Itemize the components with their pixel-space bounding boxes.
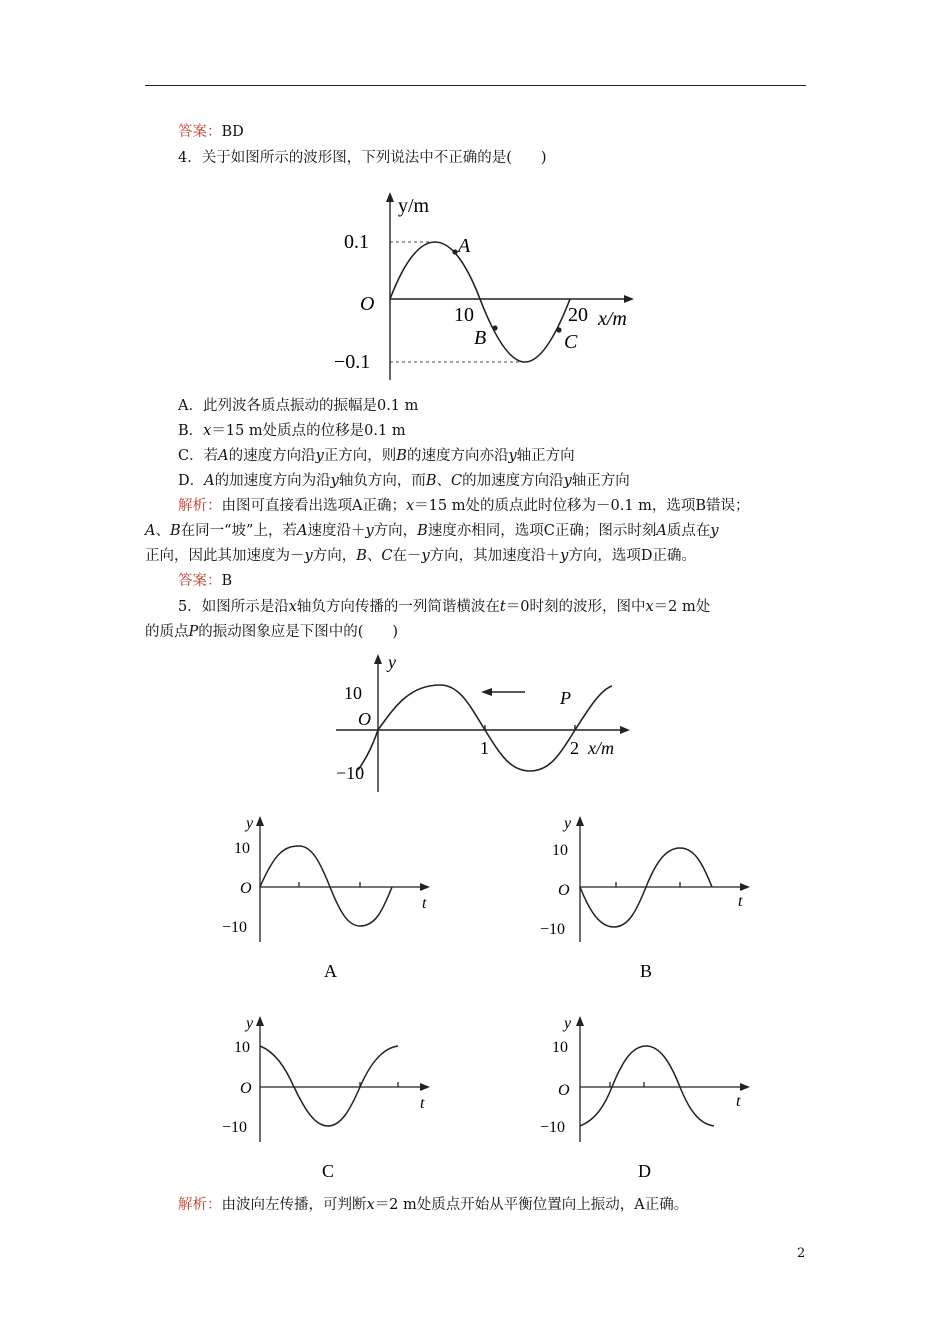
option-d-curve bbox=[580, 1046, 714, 1126]
q5-option-c-graph bbox=[220, 1012, 440, 1187]
option-c-y-label: y bbox=[246, 1015, 254, 1032]
q5-analysis: 解析：由波向左传播，可判断x＝2 m处质点开始从平衡位置向上振动，A正确。 bbox=[178, 1197, 689, 1213]
option-a-y-label: y bbox=[246, 815, 254, 832]
y-tick-bottom: −0.1 bbox=[334, 351, 371, 373]
option-d-letter: D bbox=[638, 1161, 651, 1181]
x-tick-1: 1 bbox=[480, 738, 489, 758]
q4-answer: 答案：B bbox=[178, 573, 233, 589]
option-c-bottom: −10 bbox=[222, 1119, 248, 1136]
option-d-y-label: y bbox=[564, 1015, 572, 1032]
option-c-t-label: t bbox=[420, 1095, 425, 1112]
option-d-bottom: −10 bbox=[540, 1119, 566, 1136]
point-b-label: B bbox=[474, 327, 487, 349]
point-c-marker bbox=[556, 327, 561, 332]
origin-label: O bbox=[360, 293, 375, 315]
option-a-top: 10 bbox=[234, 840, 250, 857]
point-a-marker bbox=[452, 249, 457, 254]
option-b-bottom: −10 bbox=[540, 921, 566, 938]
x-tick-10: 10 bbox=[454, 304, 474, 326]
q5-stem-line2: 的质点P的振动图象应是下图中的( ) bbox=[145, 624, 399, 640]
y-axis-label: y bbox=[388, 652, 396, 672]
y-axis-label: y/m bbox=[398, 195, 430, 217]
answer-prev: 答案：BD bbox=[178, 124, 244, 140]
q4-wave-figure bbox=[330, 188, 660, 388]
option-c-origin: O bbox=[240, 1080, 252, 1097]
q5-wave-figure bbox=[330, 648, 660, 796]
option-a-t-label: t bbox=[422, 895, 427, 912]
option-b-origin: O bbox=[558, 882, 570, 899]
q4-option-d: D．A的加速度方向为沿y轴负方向，而B、C的加速度方向沿y轴正方向 bbox=[178, 473, 630, 489]
option-a-letter: A bbox=[324, 961, 337, 981]
q5-option-d-graph bbox=[540, 1012, 760, 1187]
option-c-top: 10 bbox=[234, 1039, 250, 1056]
y-tick-top: 0.1 bbox=[344, 231, 369, 253]
option-b-letter: B bbox=[640, 961, 653, 981]
point-c-label: C bbox=[564, 331, 578, 353]
option-a-bottom: −10 bbox=[222, 919, 248, 936]
header-rule bbox=[145, 85, 806, 86]
x-tick-2: 2 bbox=[570, 738, 579, 758]
option-a-curve bbox=[260, 846, 392, 926]
option-d-top: 10 bbox=[552, 1039, 568, 1056]
q5-option-a-graph bbox=[220, 812, 440, 987]
q4-option-a: A．此列波各质点振动的振幅是0.1 m bbox=[178, 398, 419, 414]
option-a-origin: O bbox=[240, 880, 252, 897]
q4-option-b: B．x＝15 m处质点的位移是0.1 m bbox=[178, 423, 406, 439]
page-number: 2 bbox=[797, 1246, 806, 1261]
option-b-t-label: t bbox=[738, 893, 743, 910]
q4-analysis-line1: 解析：由图可直接看出选项A正确；x＝15 m处的质点此时位移为－0.1 m，选项B错误； bbox=[178, 498, 750, 514]
option-d-origin: O bbox=[558, 1082, 570, 1099]
q4-analysis-line3: 正向，因此其加速度为－y方向，B、C在－y方向，其加速度沿＋y方向，选项D正确。 bbox=[145, 548, 696, 564]
q5-stem-line1: 5．如图所示是沿x轴负方向传播的一列简谐横波在t＝0时刻的波形，图中x＝2 m处 bbox=[178, 599, 711, 615]
q5-option-b-graph bbox=[540, 812, 760, 987]
point-b-marker bbox=[492, 325, 497, 330]
x-axis-label: x/m bbox=[588, 738, 614, 758]
option-c-curve bbox=[260, 1046, 398, 1126]
option-b-top: 10 bbox=[552, 842, 568, 859]
q4-stem: 4．关于如图所示的波形图，下列说法中不正确的是( ) bbox=[178, 150, 547, 166]
option-d-t-label: t bbox=[736, 1093, 741, 1110]
y-tick-bottom: −10 bbox=[336, 763, 365, 783]
point-a-label: A bbox=[458, 235, 471, 257]
q4-option-c: C．若A的速度方向沿y正方向，则B的速度方向亦沿y轴正方向 bbox=[178, 448, 575, 464]
origin-label: O bbox=[358, 709, 371, 729]
q4-analysis-line2: A、B在同一“坡”上，若A速度沿＋y方向，B速度亦相同，选项C正确；图示时刻A质点在y bbox=[145, 523, 719, 539]
point-p-label: P bbox=[560, 688, 571, 708]
option-c-letter: C bbox=[322, 1161, 335, 1181]
x-axis-label: x/m bbox=[598, 308, 627, 330]
y-tick-top: 10 bbox=[344, 683, 362, 703]
option-b-y-label: y bbox=[564, 815, 572, 832]
x-tick-20: 20 bbox=[568, 304, 588, 326]
